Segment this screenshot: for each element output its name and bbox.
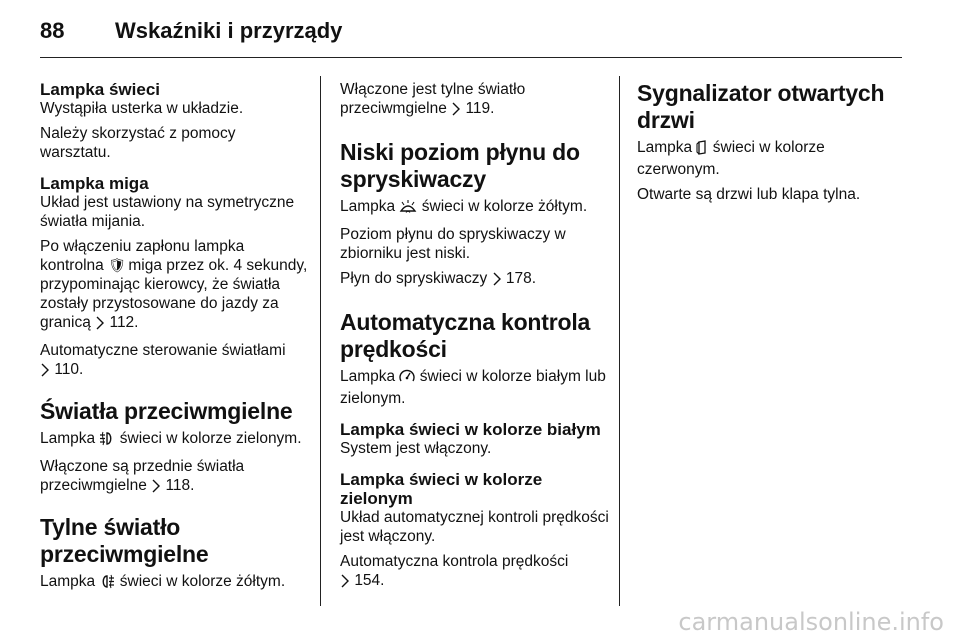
paragraph: Wystąpiła usterka w układzie. xyxy=(40,100,244,117)
column-divider-2 xyxy=(619,76,620,606)
washer-fluid-icon xyxy=(399,199,417,219)
section-title: Sygnalizator otwartych drzwi xyxy=(637,80,885,133)
paragraph: Włączone są przednie światła przeciwmgielne 118. xyxy=(40,457,310,498)
paragraph: Lampka świeci w kolorze białym lub zielonym. xyxy=(340,368,606,407)
paragraph: Lampka świeci w kolorze żółtym. xyxy=(340,197,612,219)
paragraph: Lampka świeci w kolorze zielonym. xyxy=(40,429,310,451)
paragraph: Włączone jest tylne światło przeciwmgielne 119. xyxy=(340,80,612,121)
section-heading: Lampka miga xyxy=(40,174,149,193)
paragraph: System jest włączony. xyxy=(340,440,492,457)
section-title: Niski poziom płynu do spryskiwaczy xyxy=(340,139,580,192)
section-heading: Lampka świeci w kolorze białym xyxy=(340,420,601,439)
door-open-icon xyxy=(696,140,708,160)
section-title: Tylne światło przeciwmgielne xyxy=(40,514,209,567)
page-header xyxy=(40,18,910,58)
section-title: Światła przeciwmgielne xyxy=(40,398,293,424)
paragraph: Automatyczna kontrola prędkości 154. xyxy=(340,552,612,593)
ref-arrow-icon xyxy=(40,363,50,382)
paragraph: Lampka świeci w kolorze czerwonym. xyxy=(637,139,825,178)
column-2 xyxy=(340,80,612,599)
paragraph: Poziom płynu do spryskiwaczy w zbiorniku jest niski. xyxy=(340,226,566,262)
paragraph: Po włączeniu zapłonu lampka kontrolna 🛡︎ miga przez ok. 4 sekundy, przypominając kierowcy, że światła zostały przystosowane do jazdy za granicą 112. xyxy=(40,237,310,335)
column-divider-1 xyxy=(320,76,321,606)
front-fog-light-icon xyxy=(99,431,115,451)
column-3 xyxy=(637,80,899,210)
cruise-control-icon xyxy=(399,369,415,389)
ref-arrow-icon xyxy=(151,479,161,498)
paragraph: Należy skorzystać z pomocy warsztatu. xyxy=(40,125,236,161)
ref-arrow-icon xyxy=(95,316,105,335)
column-1 xyxy=(40,80,310,600)
page-number: 88 xyxy=(40,18,65,43)
ref-arrow-icon xyxy=(492,272,502,291)
page-title: Wskaźniki i przyrządy xyxy=(115,18,343,43)
paragraph: Automatyczne sterowanie światłami 110. xyxy=(40,341,310,382)
paragraph: Układ automatycznej kontroli prędkości jest włączony. xyxy=(340,509,609,545)
section-heading: Lampka świeci w kolorze zielonym xyxy=(340,470,543,508)
paragraph: Układ jest ustawiony na symetryczne światła mijania. xyxy=(40,194,295,230)
rear-fog-light-icon xyxy=(99,574,115,594)
section-heading: Lampka świeci xyxy=(40,80,161,99)
section-title: Automatyczna kontrola prędkości xyxy=(340,309,591,362)
paragraph: Płyn do spryskiwaczy 178. xyxy=(340,269,612,291)
ref-arrow-icon xyxy=(451,102,461,121)
watermark: carmanualsonline.info xyxy=(678,608,944,636)
paragraph: Otwarte są drzwi lub klapa tylna. xyxy=(637,186,861,203)
ref-arrow-icon xyxy=(340,574,350,593)
paragraph: Lampka świeci w kolorze żółtym. xyxy=(40,572,310,594)
light-bulb-icon: 🛡︎ xyxy=(108,257,126,273)
header-divider xyxy=(40,57,902,58)
